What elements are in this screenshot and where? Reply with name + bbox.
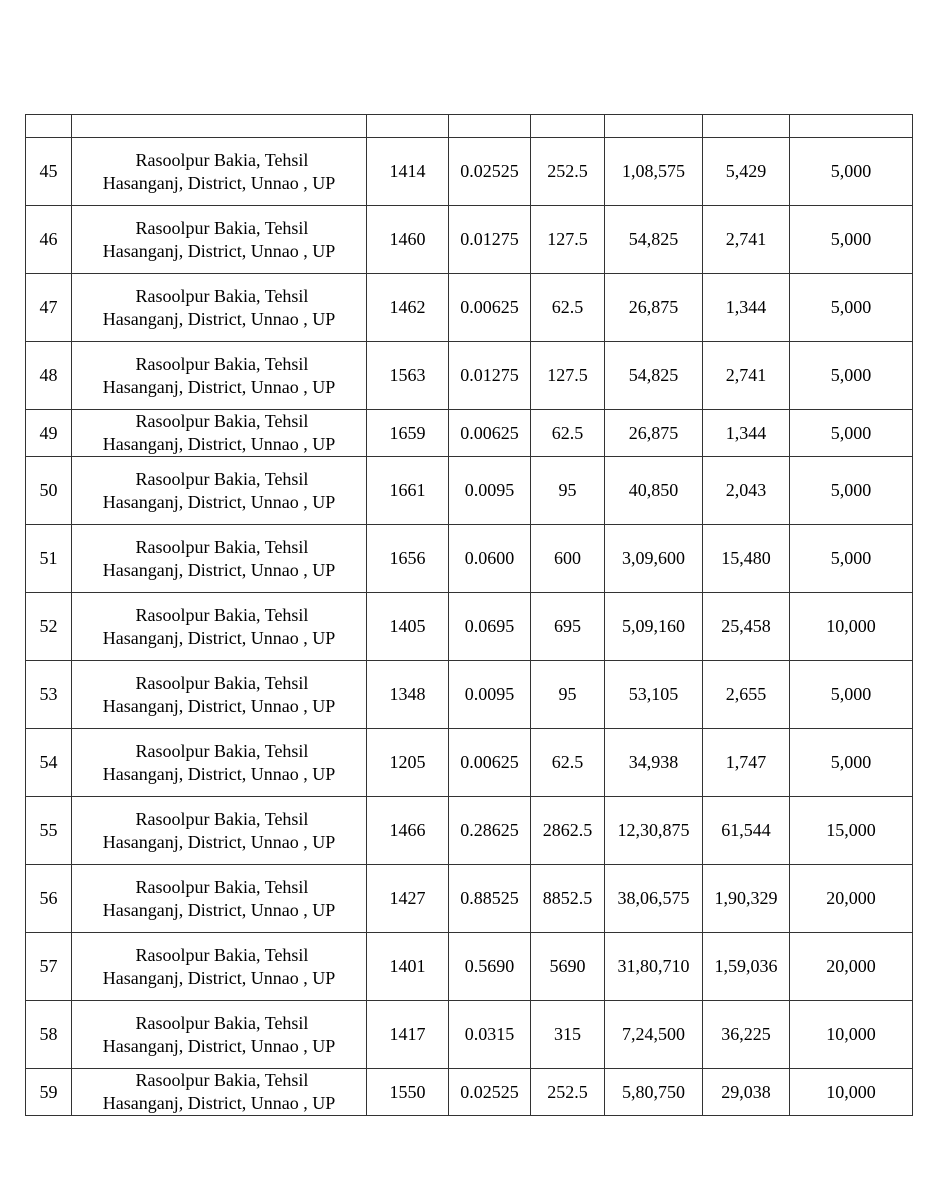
amount-cell: 54,825: [605, 206, 703, 274]
location-cell: [72, 797, 367, 865]
khasra-number-cell: 1659: [367, 410, 449, 457]
serial-number-cell: 51: [26, 525, 72, 593]
value-cell: 5,000: [790, 525, 913, 593]
khasra-number-cell: 1466: [367, 797, 449, 865]
value-cell: 1,90,329: [703, 865, 790, 933]
table-row: [26, 593, 913, 661]
location-cell: [72, 1069, 367, 1116]
table-row: [26, 525, 913, 593]
value-cell: 5,000: [790, 410, 913, 457]
area-hectare-cell: 0.28625: [449, 797, 531, 865]
location-line-2: Hasanganj, District, Unnao , UP: [102, 967, 336, 988]
value-cell: 10,000: [790, 593, 913, 661]
header-cell: [367, 115, 449, 138]
serial-number-cell: 53: [26, 661, 72, 729]
khasra-number-cell: 1348: [367, 661, 449, 729]
location-cell: [72, 865, 367, 933]
location-cell: [72, 274, 367, 342]
serial-number-cell: 47: [26, 274, 72, 342]
value-cell: 2,741: [703, 342, 790, 410]
value-cell: 25,458: [703, 593, 790, 661]
khasra-number-cell: 1460: [367, 206, 449, 274]
amount-cell: 34,938: [605, 729, 703, 797]
empty-header-row: [26, 115, 913, 138]
area-hectare-cell: 0.88525: [449, 865, 531, 933]
header-cell: [703, 115, 790, 138]
area-sqm-cell: 315: [531, 1001, 605, 1069]
area-hectare-cell: 0.0095: [449, 457, 531, 525]
table-row: [26, 206, 913, 274]
amount-cell: 12,30,875: [605, 797, 703, 865]
serial-number-cell: 56: [26, 865, 72, 933]
table-row: [26, 661, 913, 729]
location-cell: [72, 525, 367, 593]
serial-number-cell: 48: [26, 342, 72, 410]
land-records-table: [25, 114, 913, 1116]
location-line-1: Rasoolpur Bakia, Tehsil: [135, 808, 309, 829]
khasra-number-cell: 1427: [367, 865, 449, 933]
location-line-1: Rasoolpur Bakia, Tehsil: [135, 1070, 309, 1090]
value-cell: 2,655: [703, 661, 790, 729]
area-sqm-cell: 252.5: [531, 138, 605, 206]
khasra-number-cell: 1414: [367, 138, 449, 206]
table-row: [26, 274, 913, 342]
location-line-1: Rasoolpur Bakia, Tehsil: [135, 536, 309, 557]
location-cell: [72, 661, 367, 729]
location-line-2: Hasanganj, District, Unnao , UP: [102, 491, 336, 512]
serial-number-cell: 45: [26, 138, 72, 206]
amount-cell: 31,80,710: [605, 933, 703, 1001]
value-cell: 1,344: [703, 274, 790, 342]
header-cell: [26, 115, 72, 138]
amount-cell: 26,875: [605, 410, 703, 457]
location-line-2: Hasanganj, District, Unnao , UP: [102, 172, 336, 193]
location-cell: [72, 138, 367, 206]
table-row: [26, 729, 913, 797]
location-cell: [72, 410, 367, 457]
location-line-2: Hasanganj, District, Unnao , UP: [102, 1093, 336, 1113]
location-line-2: Hasanganj, District, Unnao , UP: [102, 240, 336, 261]
khasra-number-cell: 1417: [367, 1001, 449, 1069]
amount-cell: 53,105: [605, 661, 703, 729]
location-line-2: Hasanganj, District, Unnao , UP: [102, 376, 336, 397]
location-line-2: Hasanganj, District, Unnao , UP: [102, 1035, 336, 1056]
location-line-1: Rasoolpur Bakia, Tehsil: [135, 149, 309, 170]
amount-cell: 38,06,575: [605, 865, 703, 933]
table-body: [26, 115, 913, 1116]
value-cell: 5,429: [703, 138, 790, 206]
location-line-1: Rasoolpur Bakia, Tehsil: [135, 672, 309, 693]
location-line-1: Rasoolpur Bakia, Tehsil: [135, 944, 309, 965]
amount-cell: 26,875: [605, 274, 703, 342]
serial-number-cell: 59: [26, 1069, 72, 1116]
table-row: [26, 342, 913, 410]
area-sqm-cell: 8852.5: [531, 865, 605, 933]
serial-number-cell: 54: [26, 729, 72, 797]
area-sqm-cell: 127.5: [531, 342, 605, 410]
area-sqm-cell: 600: [531, 525, 605, 593]
table-row: [26, 1001, 913, 1069]
location-cell: [72, 457, 367, 525]
area-hectare-cell: 0.0315: [449, 1001, 531, 1069]
value-cell: 1,747: [703, 729, 790, 797]
area-sqm-cell: 62.5: [531, 729, 605, 797]
location-cell: [72, 1001, 367, 1069]
table-row: [26, 410, 913, 457]
location-line-1: Rasoolpur Bakia, Tehsil: [135, 876, 309, 897]
area-sqm-cell: 252.5: [531, 1069, 605, 1116]
location-cell: [72, 593, 367, 661]
area-sqm-cell: 5690: [531, 933, 605, 1001]
location-cell: [72, 342, 367, 410]
value-cell: 5,000: [790, 342, 913, 410]
amount-cell: 40,850: [605, 457, 703, 525]
header-cell: [531, 115, 605, 138]
serial-number-cell: 50: [26, 457, 72, 525]
area-sqm-cell: 62.5: [531, 410, 605, 457]
khasra-number-cell: 1563: [367, 342, 449, 410]
table-row: [26, 933, 913, 1001]
amount-cell: 5,80,750: [605, 1069, 703, 1116]
amount-cell: 1,08,575: [605, 138, 703, 206]
header-cell: [790, 115, 913, 138]
area-hectare-cell: 0.01275: [449, 342, 531, 410]
table-row: [26, 865, 913, 933]
location-cell: [72, 933, 367, 1001]
area-hectare-cell: 0.02525: [449, 1069, 531, 1116]
table-row: [26, 797, 913, 865]
location-line-2: Hasanganj, District, Unnao , UP: [102, 763, 336, 784]
location-line-1: Rasoolpur Bakia, Tehsil: [135, 604, 309, 625]
value-cell: 1,59,036: [703, 933, 790, 1001]
value-cell: 1,344: [703, 410, 790, 457]
amount-cell: 7,24,500: [605, 1001, 703, 1069]
value-cell: 5,000: [790, 457, 913, 525]
khasra-number-cell: 1661: [367, 457, 449, 525]
value-cell: 29,038: [703, 1069, 790, 1116]
value-cell: 5,000: [790, 729, 913, 797]
value-cell: 36,225: [703, 1001, 790, 1069]
area-hectare-cell: 0.01275: [449, 206, 531, 274]
serial-number-cell: 49: [26, 410, 72, 457]
khasra-number-cell: 1550: [367, 1069, 449, 1116]
location-line-2: Hasanganj, District, Unnao , UP: [102, 831, 336, 852]
serial-number-cell: 52: [26, 593, 72, 661]
khasra-number-cell: 1405: [367, 593, 449, 661]
value-cell: 10,000: [790, 1069, 913, 1116]
area-hectare-cell: 0.0695: [449, 593, 531, 661]
serial-number-cell: 46: [26, 206, 72, 274]
area-sqm-cell: 95: [531, 457, 605, 525]
location-line-2: Hasanganj, District, Unnao , UP: [102, 695, 336, 716]
area-hectare-cell: 0.0600: [449, 525, 531, 593]
value-cell: 2,741: [703, 206, 790, 274]
khasra-number-cell: 1656: [367, 525, 449, 593]
khasra-number-cell: 1462: [367, 274, 449, 342]
location-line-1: Rasoolpur Bakia, Tehsil: [135, 285, 309, 306]
location-line-1: Rasoolpur Bakia, Tehsil: [135, 217, 309, 238]
location-line-2: Hasanganj, District, Unnao , UP: [102, 899, 336, 920]
header-cell: [605, 115, 703, 138]
serial-number-cell: 57: [26, 933, 72, 1001]
area-hectare-cell: 0.00625: [449, 410, 531, 457]
table-row: [26, 1069, 913, 1116]
value-cell: 5,000: [790, 138, 913, 206]
location-line-2: Hasanganj, District, Unnao , UP: [102, 627, 336, 648]
area-hectare-cell: 0.5690: [449, 933, 531, 1001]
value-cell: 20,000: [790, 865, 913, 933]
value-cell: 5,000: [790, 661, 913, 729]
khasra-number-cell: 1401: [367, 933, 449, 1001]
value-cell: 61,544: [703, 797, 790, 865]
location-line-2: Hasanganj, District, Unnao , UP: [102, 434, 336, 454]
location-line-1: Rasoolpur Bakia, Tehsil: [135, 740, 309, 761]
area-hectare-cell: 0.00625: [449, 274, 531, 342]
location-cell: [72, 729, 367, 797]
value-cell: 2,043: [703, 457, 790, 525]
location-line-2: Hasanganj, District, Unnao , UP: [102, 559, 336, 580]
serial-number-cell: 55: [26, 797, 72, 865]
area-hectare-cell: 0.0095: [449, 661, 531, 729]
header-cell: [449, 115, 531, 138]
header-cell: [72, 115, 367, 138]
value-cell: 5,000: [790, 206, 913, 274]
location-line-1: Rasoolpur Bakia, Tehsil: [135, 1012, 309, 1033]
area-sqm-cell: 127.5: [531, 206, 605, 274]
location-line-1: Rasoolpur Bakia, Tehsil: [135, 411, 309, 431]
value-cell: 15,000: [790, 797, 913, 865]
location-line-1: Rasoolpur Bakia, Tehsil: [135, 468, 309, 489]
serial-number-cell: 58: [26, 1001, 72, 1069]
khasra-number-cell: 1205: [367, 729, 449, 797]
location-line-1: Rasoolpur Bakia, Tehsil: [135, 353, 309, 374]
area-sqm-cell: 95: [531, 661, 605, 729]
amount-cell: 54,825: [605, 342, 703, 410]
value-cell: 10,000: [790, 1001, 913, 1069]
table-row: [26, 457, 913, 525]
location-line-2: Hasanganj, District, Unnao , UP: [102, 308, 336, 329]
area-sqm-cell: 695: [531, 593, 605, 661]
table-row: [26, 138, 913, 206]
area-hectare-cell: 0.02525: [449, 138, 531, 206]
value-cell: 20,000: [790, 933, 913, 1001]
value-cell: 15,480: [703, 525, 790, 593]
area-sqm-cell: 2862.5: [531, 797, 605, 865]
amount-cell: 5,09,160: [605, 593, 703, 661]
area-sqm-cell: 62.5: [531, 274, 605, 342]
amount-cell: 3,09,600: [605, 525, 703, 593]
location-cell: [72, 206, 367, 274]
area-hectare-cell: 0.00625: [449, 729, 531, 797]
value-cell: 5,000: [790, 274, 913, 342]
